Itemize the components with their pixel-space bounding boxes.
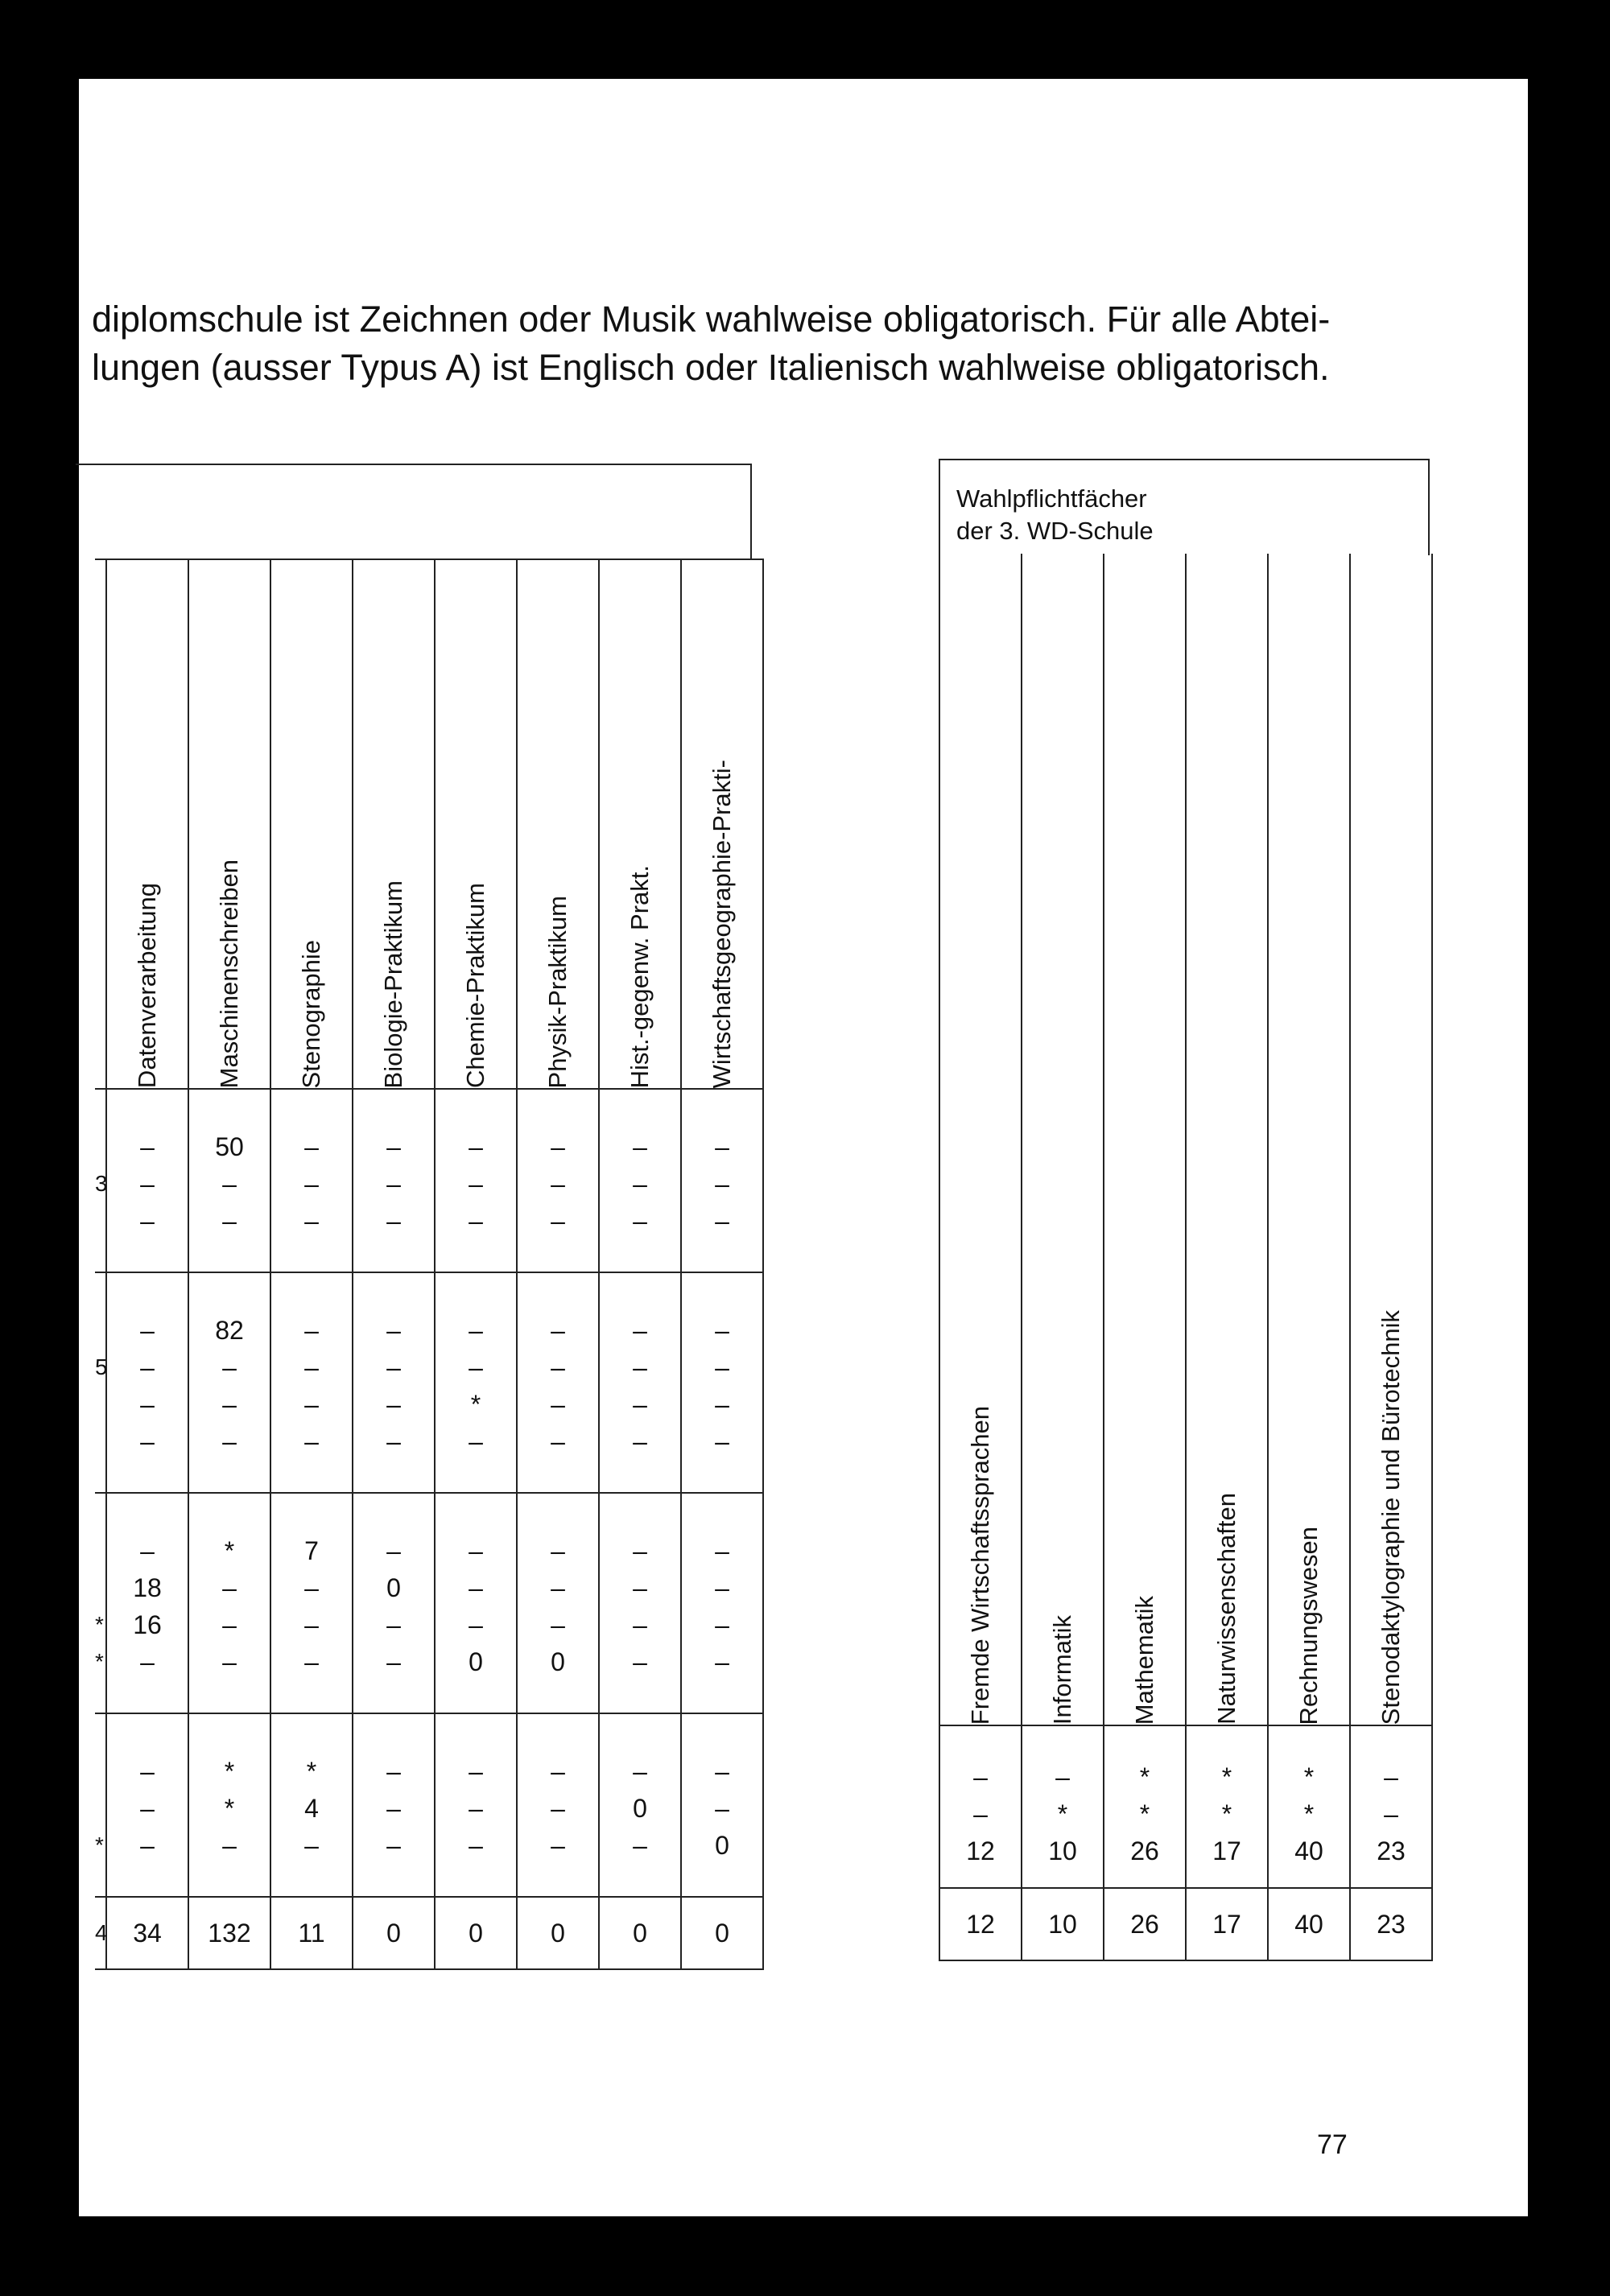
- table-cell: – – –: [106, 1713, 188, 1897]
- table-cell: – – – –: [270, 1272, 353, 1493]
- total-cell: 0: [599, 1897, 681, 1969]
- table-cell: – – – –: [106, 1272, 188, 1493]
- edge-cell: * *: [95, 1493, 106, 1713]
- table-cell: – – –: [435, 1713, 517, 1897]
- table-cell: – – –: [353, 1089, 435, 1272]
- col-header: Stenographie: [270, 559, 353, 1089]
- document-page: [79, 79, 1528, 2216]
- col-header: Wirtschaftsgeographie-Prakti-: [681, 559, 763, 1089]
- left-header-row: [95, 559, 763, 1089]
- edge-cell: 5: [95, 1272, 106, 1493]
- col-header: Rechnungswesen: [1268, 554, 1350, 1725]
- total-cell: 0: [681, 1897, 763, 1969]
- total-cell: 17: [1186, 1888, 1268, 1960]
- col-header: Chemie-Praktikum: [435, 559, 517, 1089]
- table-cell: * * 26: [1104, 1725, 1186, 1888]
- col-header: Biologie-Praktikum: [353, 559, 435, 1089]
- total-cell: 10: [1022, 1888, 1104, 1960]
- total-cell: 11: [270, 1897, 353, 1969]
- table-cell: – – –: [435, 1089, 517, 1272]
- col-header: Fremde Wirtschaftssprachen: [939, 554, 1022, 1725]
- table-cell: – – – –: [681, 1493, 763, 1713]
- page-number: 77: [1317, 2129, 1348, 2160]
- col-header: Naturwissenschaften: [1186, 554, 1268, 1725]
- table-cell: – – –: [517, 1089, 599, 1272]
- col-header: Stenodaktylographie und Bürotechnik: [1350, 554, 1432, 1725]
- table-cell: * * 40: [1268, 1725, 1350, 1888]
- table-cell: – * 10: [1022, 1725, 1104, 1888]
- table-row-group: [95, 1272, 763, 1493]
- table-row-group: [939, 1725, 1432, 1888]
- left-table-header-box: [76, 464, 752, 560]
- edge-cell: 3: [95, 1089, 106, 1272]
- table-cell: – – – –: [517, 1272, 599, 1493]
- right-table: [939, 554, 1433, 1961]
- col-header: Physik-Praktikum: [517, 559, 599, 1089]
- table-cell: – – – 0: [517, 1493, 599, 1713]
- table-row-group: [95, 1089, 763, 1272]
- total-cell: 40: [1268, 1888, 1350, 1960]
- col-header: Informatik: [1022, 554, 1104, 1725]
- intro-line-1: diplomschule ist Zeichnen oder Musik wahlweise obligatorisch. Für alle Abtei-: [92, 299, 1331, 340]
- table-cell: 7 – – –: [270, 1493, 353, 1713]
- total-cell: 23: [1350, 1888, 1432, 1960]
- table-cell: – – –: [270, 1089, 353, 1272]
- col-header: Hist.-gegenw. Prakt.: [599, 559, 681, 1089]
- total-cell: 0: [435, 1897, 517, 1969]
- total-cell: 12: [939, 1888, 1022, 1960]
- table-cell: 50 – –: [188, 1089, 270, 1272]
- col-header: Mathematik: [1104, 554, 1186, 1725]
- edge-cell: *: [95, 1713, 106, 1897]
- table-cell: * * 17: [1186, 1725, 1268, 1888]
- totals-row: [939, 1888, 1432, 1960]
- total-cell: 132: [188, 1897, 270, 1969]
- table-cell: 82 – – –: [188, 1272, 270, 1493]
- table-cell: * – – –: [188, 1493, 270, 1713]
- edge-cell: 4: [95, 1897, 106, 1969]
- col-header: Datenverarbeitung: [106, 559, 188, 1089]
- table-cell: – – –: [353, 1713, 435, 1897]
- left-table: [95, 559, 764, 1970]
- total-cell: 0: [517, 1897, 599, 1969]
- table-cell: – – –: [106, 1089, 188, 1272]
- table-cell: – – –: [599, 1089, 681, 1272]
- total-cell: 0: [353, 1897, 435, 1969]
- table-cell: – – – –: [599, 1493, 681, 1713]
- table-cell: – 18 16 –: [106, 1493, 188, 1713]
- intro-line-2: lungen (ausser Typus A) ist Englisch oder Italienisch wahlweise obligatorisch.: [92, 347, 1330, 388]
- table-cell: – 0 –: [599, 1713, 681, 1897]
- table-row-group: [95, 1493, 763, 1713]
- table-cell: – – 0: [681, 1713, 763, 1897]
- table-cell: – – – –: [599, 1272, 681, 1493]
- table-cell: – – – –: [681, 1272, 763, 1493]
- table-cell: – – – 0: [435, 1493, 517, 1713]
- col-header: Maschinenschreiben: [188, 559, 270, 1089]
- table-row-group: [95, 1713, 763, 1897]
- table-cell: – – 12: [939, 1725, 1022, 1888]
- table-cell: * 4 –: [270, 1713, 353, 1897]
- right-header-row: [939, 554, 1432, 1725]
- table-cell: – 0 – –: [353, 1493, 435, 1713]
- total-cell: 34: [106, 1897, 188, 1969]
- total-cell: 26: [1104, 1888, 1186, 1960]
- table-cell: * * –: [188, 1713, 270, 1897]
- totals-row: [95, 1897, 763, 1969]
- table-cell: – – – –: [353, 1272, 435, 1493]
- table-cell: – – –: [681, 1089, 763, 1272]
- table-cell: – – 23: [1350, 1725, 1432, 1888]
- table-cell: – – –: [517, 1713, 599, 1897]
- right-table-title: Wahlpflichtfächer der 3. WD-Schule: [956, 484, 1154, 545]
- table-cell: – – * –: [435, 1272, 517, 1493]
